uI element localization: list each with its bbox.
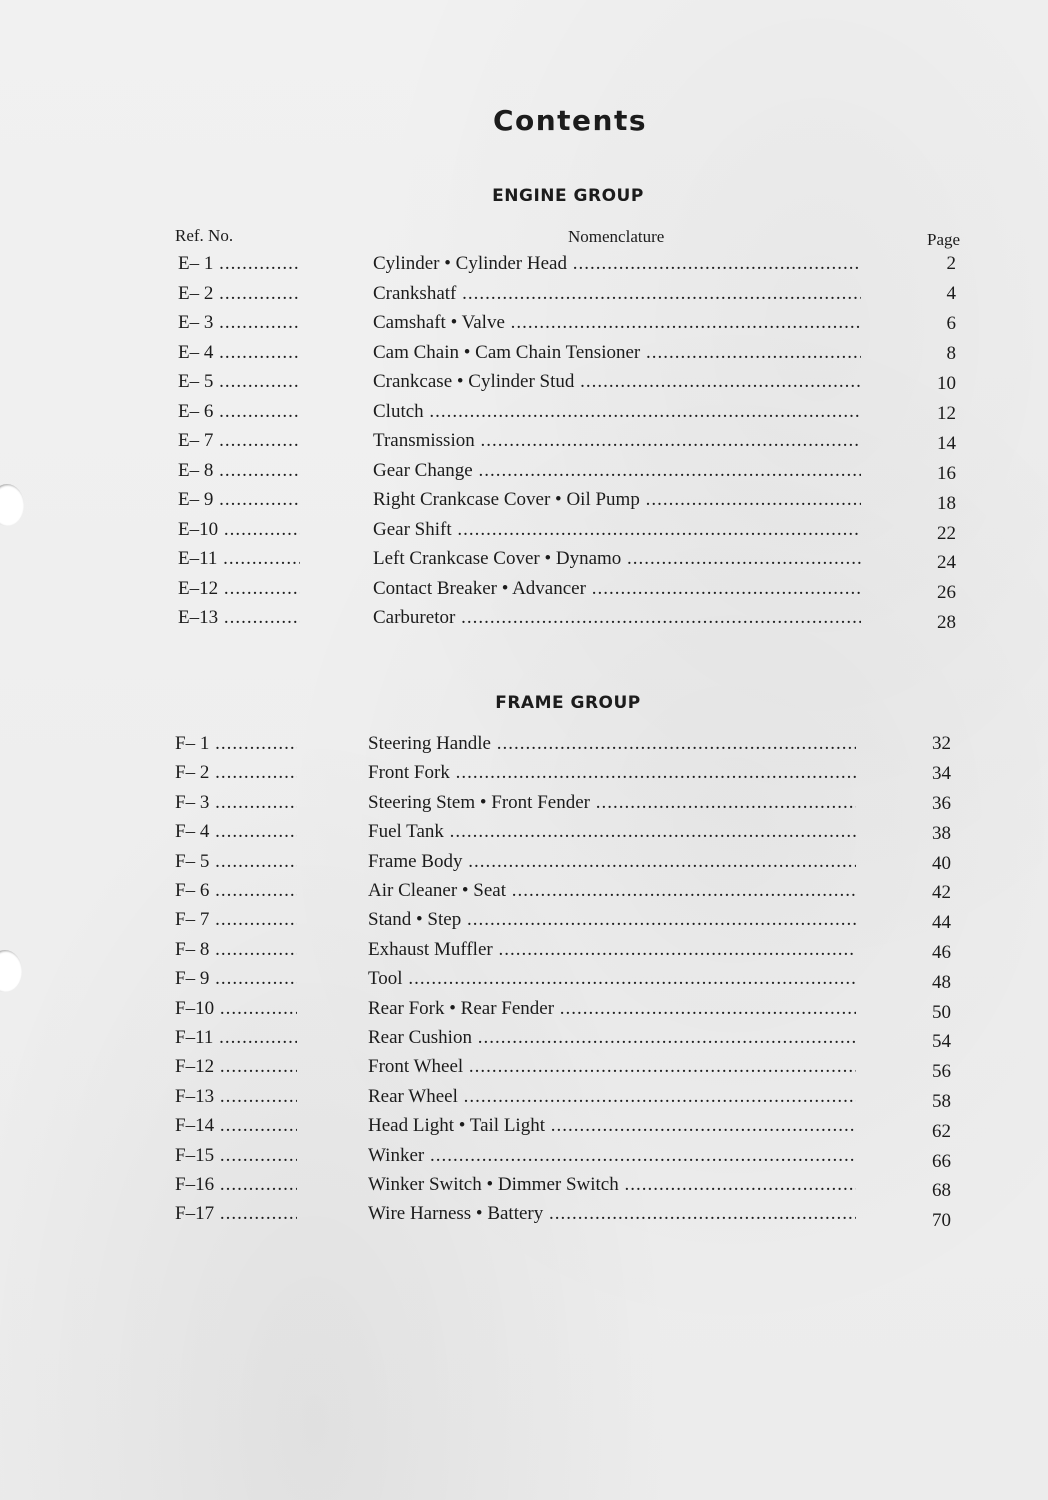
toc-ref-number: F– 9 ..... — [175, 968, 297, 990]
toc-row — [0, 578, 1048, 602]
toc-row — [0, 1056, 1048, 1083]
toc-entry-name: Camshaft • Valve ..... — [373, 312, 861, 334]
toc-page-number: 48 — [932, 971, 951, 993]
toc-row — [0, 851, 1048, 875]
toc-entry-name: Wire Harness • Battery ..... — [368, 1203, 856, 1225]
toc-entry-name: Cylinder • Cylinder Head ..... — [373, 253, 861, 275]
toc-ref-number: F–16 ..... — [175, 1174, 297, 1196]
toc-entry-name: Crankshatf ..... — [373, 283, 861, 305]
toc-row — [0, 371, 1048, 395]
toc-row — [0, 283, 1048, 307]
toc-entry-name: Crankcase • Cylinder Stud ..... — [373, 371, 861, 393]
toc-row — [0, 430, 1048, 454]
toc-ref-number: F– 8 ..... — [175, 939, 297, 961]
toc-row — [0, 968, 1048, 992]
toc-entry-name: Gear Change ..... — [373, 460, 861, 482]
toc-entry-name: Carburetor ..... — [373, 607, 861, 629]
toc-ref-number: F– 5 ..... — [175, 851, 297, 873]
toc-page-number: 26 — [937, 582, 956, 604]
toc-entry-name: Rear Cushion ..... — [368, 1027, 856, 1049]
toc-row — [0, 880, 1048, 904]
toc-entry-name: Steering Stem • Front Fender ..... — [368, 792, 856, 814]
toc-row — [0, 762, 1048, 786]
toc-page-number: 24 — [937, 552, 956, 574]
toc-entry-name: Clutch ..... — [373, 401, 861, 423]
toc-page-number: 56 — [932, 1061, 951, 1083]
toc-page-number: 44 — [932, 912, 951, 934]
toc-row — [0, 253, 1048, 277]
toc-entry-name: Winker Switch • Dimmer Switch ..... — [368, 1174, 856, 1196]
toc-ref-number: F–14 ..... — [175, 1115, 297, 1137]
toc-entry-name: Rear Wheel ..... — [368, 1086, 856, 1108]
toc-page-number: 4 — [946, 283, 956, 305]
toc-entry-name: Tool ..... — [368, 968, 856, 990]
toc-entry-name: Steering Handle ..... — [368, 733, 856, 755]
toc-entry-name: Front Fork ..... — [368, 762, 856, 784]
toc-entry-name: Frame Body ..... — [368, 851, 856, 873]
toc-page-number: 18 — [937, 492, 956, 514]
page-header: Page — [927, 230, 961, 249]
toc-entry-name: Stand • Step ..... — [368, 909, 856, 931]
toc-row — [0, 519, 1048, 543]
toc-row — [0, 998, 1048, 1022]
toc-page-number: 70 — [932, 1210, 951, 1232]
ref-no-header: Ref. No. — [175, 226, 234, 245]
toc-row — [0, 733, 1048, 757]
toc-row — [0, 1203, 1048, 1232]
toc-ref-number: E– 2 ..... — [178, 283, 300, 305]
toc-entry-name: Gear Shift ..... — [373, 519, 861, 541]
toc-ref-number: F–11 ..... — [175, 1027, 297, 1049]
toc-ref-number: F–17 ..... — [175, 1203, 297, 1225]
toc-entry-name: Front Wheel ..... — [368, 1056, 856, 1078]
toc-page-number: 34 — [932, 763, 951, 785]
nomenclature-header: Nomenclature — [568, 227, 665, 246]
toc-entry-name: Transmission ..... — [373, 430, 861, 452]
toc-ref-number: F– 4 ..... — [175, 821, 297, 843]
toc-entry-name: Winker ..... — [368, 1145, 856, 1167]
toc-row — [0, 1086, 1048, 1110]
toc-ref-number: F– 7 ..... — [175, 909, 297, 931]
toc-ref-number: F– 3 ..... — [175, 792, 297, 814]
toc-ref-number: E– 8 ..... — [178, 460, 300, 482]
toc-page-number: 66 — [932, 1150, 951, 1172]
toc-entry-name: Cam Chain • Cam Chain Tensioner ..... — [373, 342, 861, 364]
toc-page-number: 42 — [932, 882, 951, 904]
toc-entry-name: Exhaust Muffler ..... — [368, 939, 856, 961]
toc-entry-name: Head Light • Tail Light ..... — [368, 1115, 856, 1137]
toc-ref-number: F–13 ..... — [175, 1086, 297, 1108]
toc-page-number: 2 — [946, 253, 956, 275]
toc-page-number: 8 — [946, 343, 956, 365]
toc-entry-name: Air Cleaner • Seat ..... — [368, 880, 856, 902]
toc-page-number: 38 — [932, 822, 951, 844]
toc-row — [0, 460, 1048, 484]
toc-row — [0, 548, 1048, 572]
toc-ref-number: E–11 ..... — [178, 548, 300, 570]
toc-row — [0, 1174, 1048, 1202]
toc-page-number: 68 — [932, 1180, 951, 1202]
toc-entry-name: Right Crankcase Cover • Oil Pump ..... — [373, 489, 861, 511]
toc-page-number: 62 — [932, 1120, 951, 1142]
toc-page-number: 6 — [946, 313, 956, 335]
toc-ref-number: F–15 ..... — [175, 1145, 297, 1167]
toc-ref-number: E– 9 ..... — [178, 489, 300, 511]
toc-ref-number: E–10 ..... — [178, 519, 300, 541]
toc-ref-number: E–12 ..... — [178, 578, 300, 600]
toc-ref-number: E– 3 ..... — [178, 312, 300, 334]
toc-page-number: 58 — [932, 1090, 951, 1112]
toc-entry-name: Contact Breaker • Advancer ..... — [373, 578, 861, 600]
toc-page-number: 54 — [932, 1031, 951, 1053]
toc-row — [0, 821, 1048, 845]
toc-ref-number: F–12 ..... — [175, 1056, 297, 1078]
toc-row — [0, 607, 1048, 634]
toc-ref-number: F– 2 ..... — [175, 762, 297, 784]
toc-row — [0, 1115, 1048, 1142]
page-title: Contents — [492, 104, 648, 137]
toc-ref-number: E– 7 ..... — [178, 430, 300, 452]
toc-page-number: 36 — [932, 792, 951, 814]
toc-ref-number: E– 4 ..... — [178, 342, 300, 364]
toc-ref-number: E– 5 ..... — [178, 371, 300, 393]
toc-page-number: 12 — [937, 402, 956, 424]
toc-page-number: 50 — [932, 1001, 951, 1023]
toc-row — [0, 792, 1048, 816]
toc-row — [0, 401, 1048, 425]
toc-ref-number: E– 1 ..... — [178, 253, 300, 275]
toc-ref-number: E– 6 ..... — [178, 401, 300, 423]
frame-group-title: FRAME GROUP — [495, 693, 641, 713]
toc-page-number: 28 — [937, 612, 956, 634]
toc-page-number: 10 — [937, 373, 956, 394]
toc-page-number: 16 — [937, 462, 956, 484]
engine-group-title: ENGINE GROUP — [492, 186, 644, 206]
toc-page-number: 32 — [932, 733, 951, 755]
toc-entry-name: Left Crankcase Cover • Dynamo ..... — [373, 548, 861, 570]
toc-row — [0, 1027, 1048, 1051]
toc-entry-name: Rear Fork • Rear Fender ..... — [368, 998, 856, 1020]
toc-row — [0, 909, 1048, 933]
toc-row — [0, 939, 1048, 963]
toc-page-number: 22 — [937, 522, 956, 544]
toc-row — [0, 489, 1048, 513]
toc-page-number: 46 — [932, 941, 951, 963]
toc-ref-number: E–13 ..... — [178, 607, 300, 629]
toc-entry-name: Fuel Tank ..... — [368, 821, 856, 843]
toc-page-number: 14 — [937, 432, 956, 454]
toc-ref-number: F– 6 ..... — [175, 880, 297, 902]
toc-row — [0, 312, 1048, 336]
toc-row — [0, 1144, 1048, 1172]
toc-row — [0, 342, 1048, 366]
toc-ref-number: F– 1 ..... — [175, 733, 297, 755]
toc-ref-number: F–10 ..... — [175, 998, 297, 1020]
toc-page-number: 40 — [932, 852, 951, 874]
